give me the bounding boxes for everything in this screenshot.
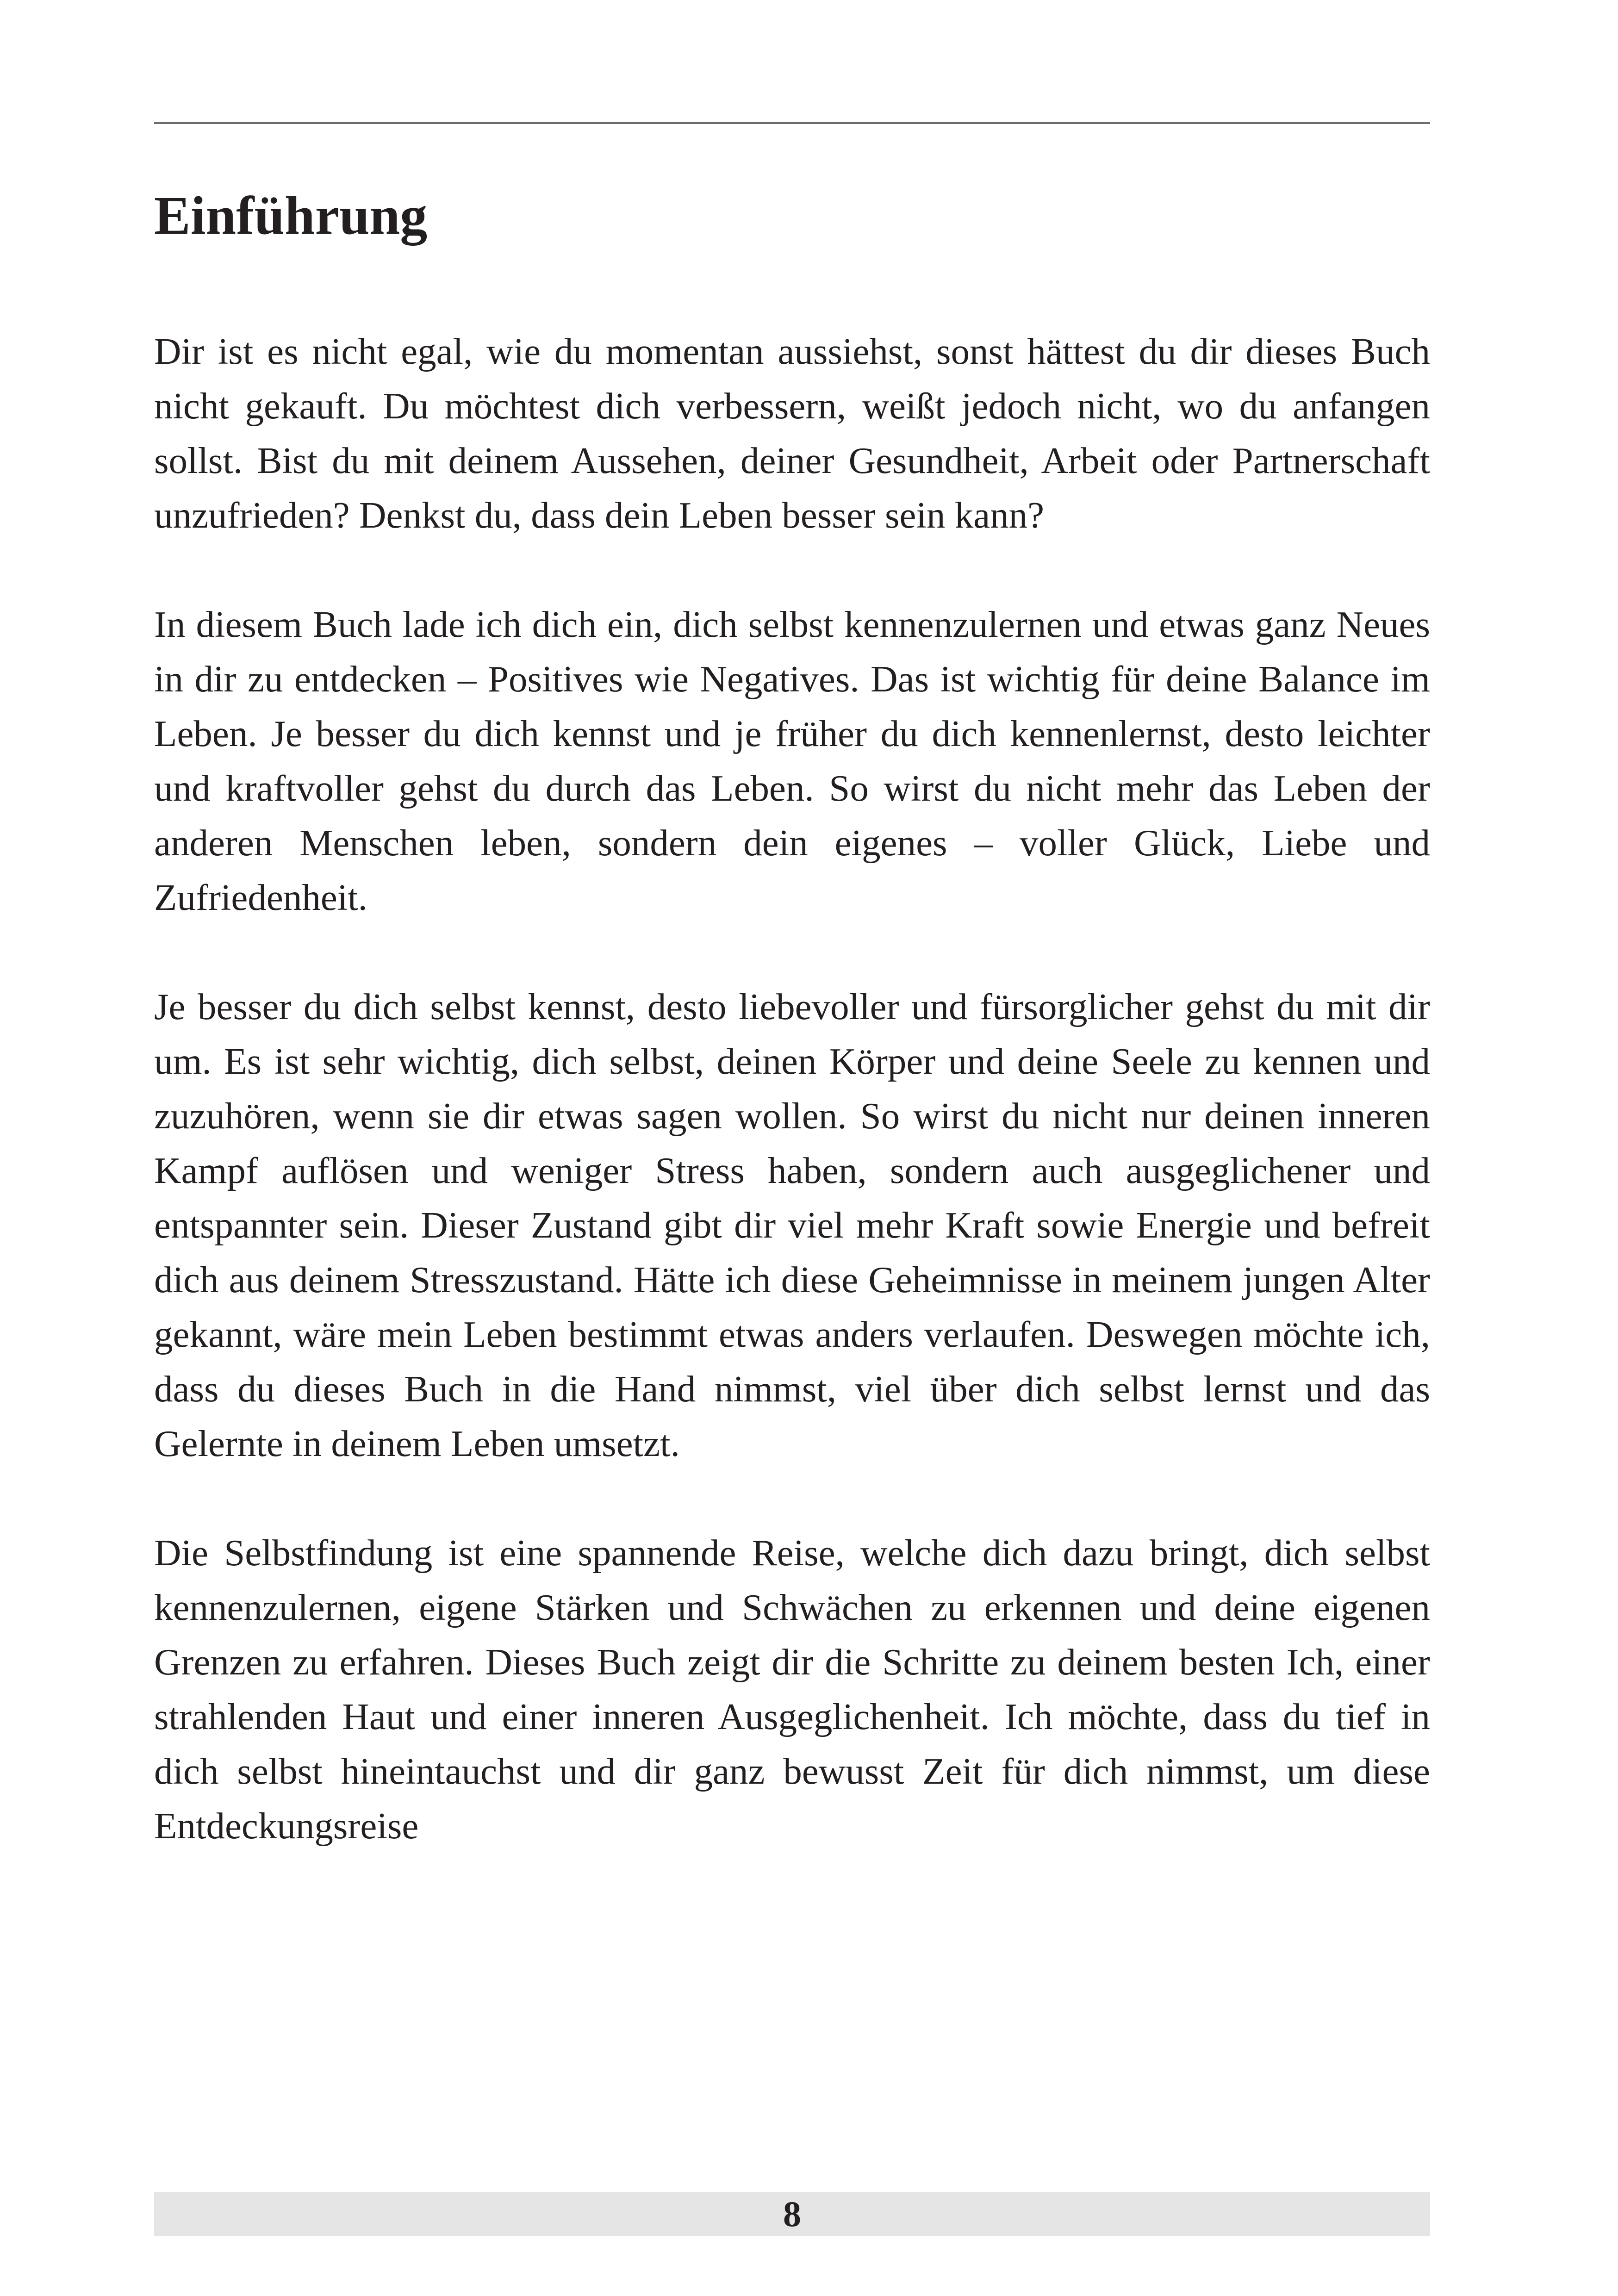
paragraph-2: In diesem Buch lade ich dich ein, dich selbst kennenzulernen und etwas ganz Neues in dir zu entdecken – Positives wie Negatives. Das ist wichtig für deine Balance im Leben. Je besser du dich kennst und je früher du dich kennenlernst, desto leichter und kraftvoller gehst du durch das Leben. So wirst du nicht mehr das Leben der anderen Menschen leben, sondern dein eigenes – voller Glück, Liebe und Zufriedenheit. — [154, 604, 1430, 918]
paragraph-4: Die Selbstfindung ist eine spannende Reise, welche dich dazu bringt, dich selbst kennenzulernen, eigene Stärken und Schwächen zu erkennen und deine eigenen Grenzen zu erfahren. Dieses Buch zeigt dir die Schritte zu deinem besten Ich, einer strahlenden Haut und einer inneren Ausgeglichenheit. Ich möchte, dass du tief in dich selbst hineintauchst und dir ganz bewusst Zeit für dich nimmst, um diese Entdeckungsreise — [154, 1532, 1430, 1847]
page-number: 8 — [783, 2194, 801, 2234]
paragraph-3: Je besser du dich selbst kennst, desto liebevoller und fürsorglicher gehst du mit dir um. Es ist sehr wichtig, dich selbst, deinen Körper und deine Seele zu kennen und zuzuhören, wenn sie dir etwas sagen wollen. So wirst du nicht nur deinen inneren Kampf auflösen und weniger Stress haben, sondern auch ausgeglichener und entspannter sein. Dieser Zustand gibt dir viel mehr Kraft sowie Energie und befreit dich aus deinem Stresszustand. Hätte ich diese Geheimnisse in meinem jungen Alter gekannt, wäre mein Leben bestimmt etwas anders verlaufen. Deswegen möchte ich, dass du dieses Buch in die Hand nimmst, viel über dich selbst lernst und das Gelernte in deinem Leben umsetzt. — [154, 986, 1430, 1464]
paragraph-1: Dir ist es nicht egal, wie du momentan aussiehst, sonst hättest du dir dieses Buch nicht gekauft. Du möchtest dich verbessern, weißt jedoch nicht, wo du anfangen sollst. Bist du mit deinem Aussehen, deiner Gesundheit, Arbeit oder Partnerschaft unzufrieden? Denkst du, dass dein Leben besser sein kann? — [154, 330, 1430, 536]
header-rule — [154, 122, 1430, 124]
footer-bar — [154, 2192, 1430, 2236]
chapter-title: Einführung — [154, 185, 428, 246]
body-text — [154, 324, 1430, 1908]
